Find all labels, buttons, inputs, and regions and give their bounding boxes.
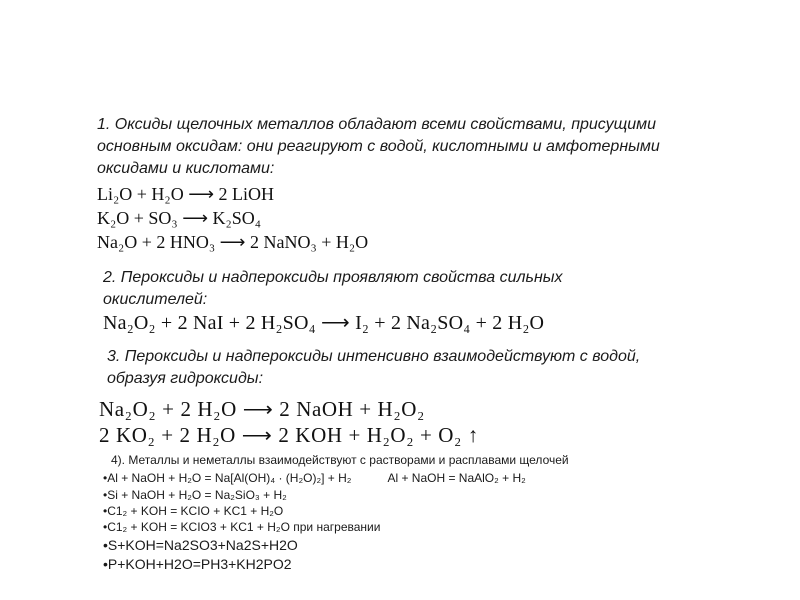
section1-line2: основным оксидам: они реагируют с водой, кислотными и амфотерными (97, 138, 660, 155)
list-item: •P+KOH+H2O=PH3+KH2PO2 (103, 556, 292, 572)
list-item: •C1₂ + KOH = KCIO + KC1 + H₂O (103, 504, 284, 518)
section2-line2: окислителей: (103, 291, 208, 308)
section2-line1: 2. Пероксиды и надпероксиды проявляют свойства сильных (103, 269, 563, 286)
equation-na2o-hno3: Na₂O + 2 HNO₃ ⟶ 2 NaNO₃ + H₂O (97, 232, 369, 252)
section1-line1: 1. Оксиды щелочных металлов обладают всеми свойствами, присущими (97, 116, 656, 133)
equation-na2o2-nai: Na₂O₂ + 2 NaI + 2 H₂SO₄ ⟶ I₂ + 2 Na₂SO₄ + 2 H₂O (103, 312, 545, 334)
list-item (103, 470, 526, 486)
list-item-text: •Al + NaOH + H₂O = Na[Al(OH)₄ · (H₂O)₂] + H₂ (103, 471, 352, 485)
list-item-extra: Al + NaOH = NaAlO₂ + H₂ (387, 471, 526, 485)
equation-ko2-h2o: 2 KO₂ + 2 H₂O ⟶ 2 KOH + H₂O₂ + O₂ ↑ (99, 423, 479, 447)
section1-line3: оксидами и кислотами: (97, 160, 275, 177)
equation-k2o-so3: K₂O + SO₃ ⟶ K₂SO₄ (97, 208, 262, 228)
list-item: •C1₂ + KOH = KCIO3 + KC1 + H₂O при нагревании (103, 520, 381, 534)
list-item: •Si + NaOH + H₂O = Na₂SiO₃ + H₂ (103, 488, 287, 502)
list-item: •S+KOH=Na2SO3+Na2S+H2O (103, 537, 298, 553)
section3-line1: 3. Пероксиды и надпероксиды интенсивно взаимодействуют с водой, (107, 348, 641, 365)
equation-na2o2-h2o: Na₂O₂ + 2 H₂O ⟶ 2 NaOH + H₂O₂ (99, 397, 425, 421)
section3-line2: образуя гидроксиды: (107, 370, 264, 387)
equation-li2o-h2o: Li₂O + H₂O ⟶ 2 LiOH (97, 184, 274, 204)
section4-heading: 4). Металлы и неметаллы взаимодействуют с растворами и расплавами щелочей (111, 453, 569, 467)
